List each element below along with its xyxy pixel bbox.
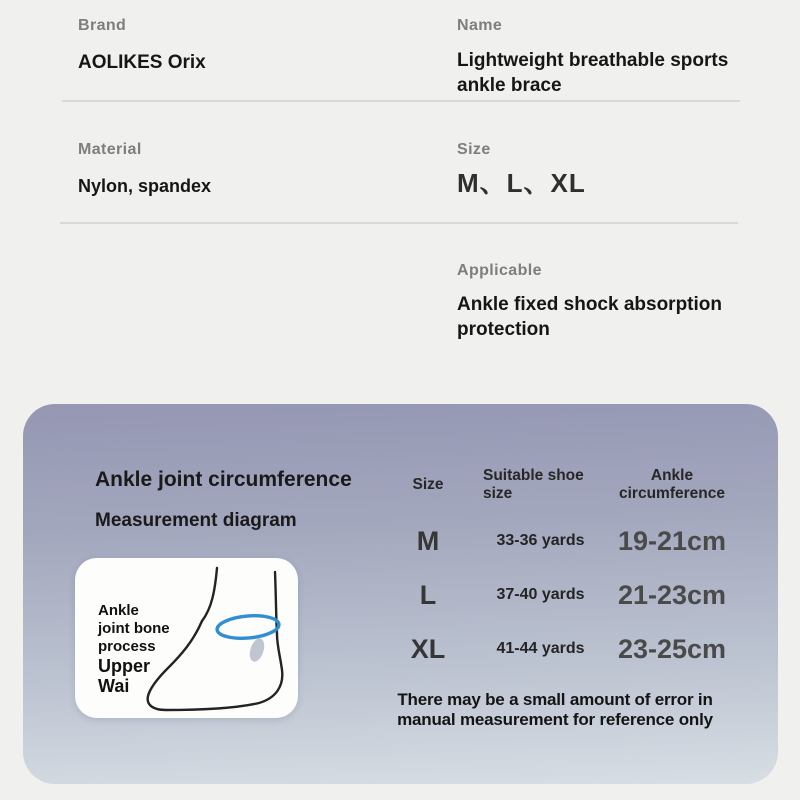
table-cell-circumference: 21-23cm bbox=[617, 579, 727, 610]
size-table-header-size: Size bbox=[412, 476, 444, 494]
name-value: Lightweight breathable sports ankle brace bbox=[457, 50, 729, 97]
panel-title: Ankle joint circumference bbox=[95, 468, 352, 491]
size-table-header-shoe: Suitable shoe size bbox=[483, 467, 584, 502]
size-chart-panel bbox=[23, 404, 778, 784]
size-value: M、L、XL bbox=[457, 168, 586, 198]
brand-value: AOLIKES Orix bbox=[78, 52, 206, 73]
divider bbox=[62, 100, 740, 102]
caption-line: Wai bbox=[98, 676, 130, 696]
name-label: Name bbox=[457, 17, 503, 34]
measurement-ring-icon bbox=[216, 613, 280, 640]
ankle-measurement-diagram bbox=[75, 558, 298, 718]
divider bbox=[60, 222, 738, 224]
table-cell-shoe: 33-36 yards bbox=[496, 532, 585, 549]
table-cell-circumference: 19-21cm bbox=[617, 525, 727, 556]
caption-line: process bbox=[98, 638, 156, 655]
applicable-value: Ankle fixed shock absorption protection bbox=[457, 294, 722, 341]
size-table-header-circumference: Ankle circumference bbox=[619, 467, 725, 502]
table-cell-size: M bbox=[416, 525, 440, 556]
table-cell-circumference: 23-25cm bbox=[617, 633, 727, 664]
measurement-note: There may be a small amount of error in manual measurement for reference only bbox=[397, 690, 713, 730]
size-table bbox=[373, 456, 758, 676]
brand-label: Brand bbox=[78, 17, 127, 34]
diagram-caption bbox=[98, 602, 170, 696]
table-cell-shoe: 41-44 yards bbox=[496, 640, 585, 657]
panel-subtitle: Measurement diagram bbox=[95, 510, 297, 531]
caption-line: joint bone bbox=[98, 620, 170, 637]
ankle-bone-shade bbox=[247, 637, 267, 664]
table-cell-size: L bbox=[419, 579, 437, 610]
caption-line: Ankle bbox=[98, 602, 139, 619]
size-label: Size bbox=[457, 141, 491, 158]
caption-line: Upper bbox=[98, 656, 151, 676]
material-value: Nylon, spandex bbox=[78, 176, 212, 196]
material-label: Material bbox=[78, 141, 142, 158]
applicable-label: Applicable bbox=[457, 262, 542, 279]
table-cell-size: XL bbox=[410, 633, 446, 664]
table-cell-shoe: 37-40 yards bbox=[496, 586, 585, 603]
